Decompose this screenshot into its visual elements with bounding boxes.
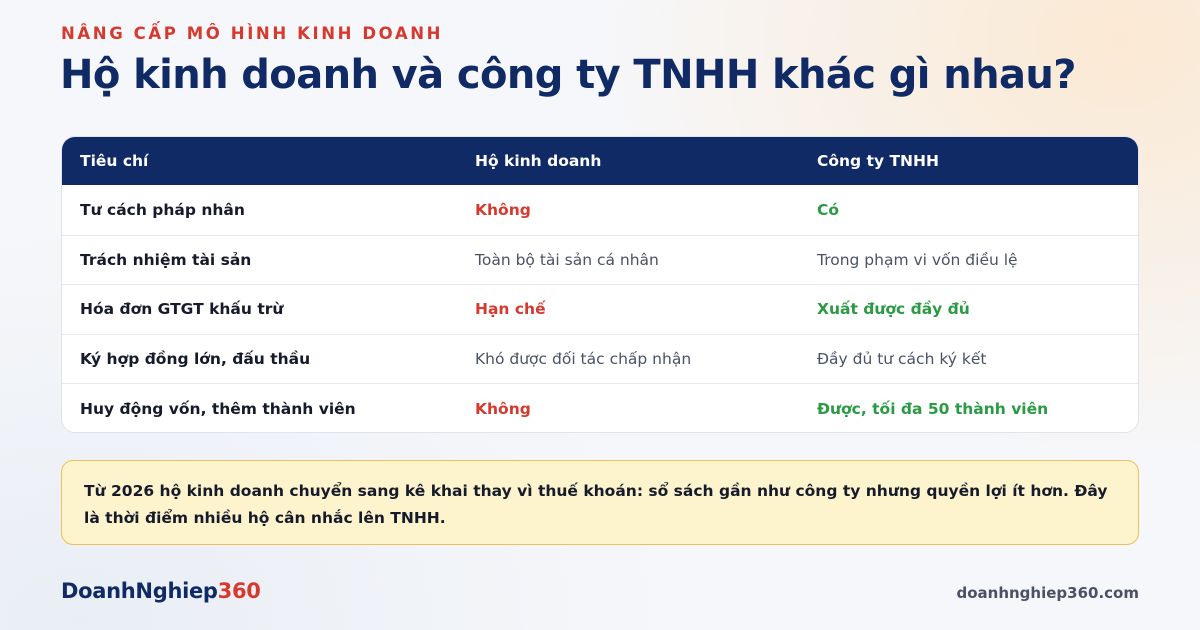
note-text: Từ 2026 hộ kinh doanh chuyển sang kê khai thay vì thuế khoán: sổ sách gần như công ty nhưng quyền lợi ít hơn. Đây là thời điểm nhiều hộ cân nhắc lên TNHH. xyxy=(84,482,1108,527)
row-criterion: Tư cách pháp nhân xyxy=(80,200,245,219)
row-company-value: Được, tối đa 50 thành viên xyxy=(817,399,1049,418)
page-title: Hộ kinh doanh và công ty TNHH khác gì nhau? xyxy=(60,52,1076,98)
row-criterion: Hóa đơn GTGT khấu trừ xyxy=(80,300,284,319)
table-row xyxy=(62,284,1138,334)
brand-name: DoanhNghiep xyxy=(61,579,218,603)
brand-logo xyxy=(61,579,261,603)
row-company-value: Đầy đủ tư cách ký kết xyxy=(817,350,987,369)
row-criterion: Ký hợp đồng lớn, đấu thầu xyxy=(80,350,311,369)
eyebrow-label: NÂNG CẤP MÔ HÌNH KINH DOANH xyxy=(61,24,444,43)
row-household-value: Khó được đối tác chấp nhận xyxy=(475,350,692,369)
row-company-value: Xuất được đầy đủ xyxy=(817,300,970,319)
row-company-value: Trong phạm vi vốn điều lệ xyxy=(817,250,1018,269)
table-row xyxy=(62,235,1138,285)
comparison-table xyxy=(61,136,1139,433)
row-criterion: Trách nhiệm tài sản xyxy=(80,250,252,269)
note-callout xyxy=(61,460,1139,545)
row-household-value: Không xyxy=(475,200,531,219)
row-household-value: Hạn chế xyxy=(475,300,546,319)
row-household-value: Không xyxy=(475,399,531,418)
row-household-value: Toàn bộ tài sản cá nhân xyxy=(475,250,659,269)
table-row xyxy=(62,185,1138,235)
header-criterion: Tiêu chí xyxy=(80,152,149,170)
row-company-value: Có xyxy=(817,200,840,219)
header-household: Hộ kinh doanh xyxy=(475,152,602,170)
table-row xyxy=(62,334,1138,384)
header-company: Công ty TNHH xyxy=(817,152,939,170)
row-criterion: Huy động vốn, thêm thành viên xyxy=(80,399,356,418)
table-row xyxy=(62,383,1138,433)
site-url: doanhnghiep360.com xyxy=(956,584,1139,602)
brand-number: 360 xyxy=(217,579,261,603)
table-header xyxy=(62,137,1138,185)
